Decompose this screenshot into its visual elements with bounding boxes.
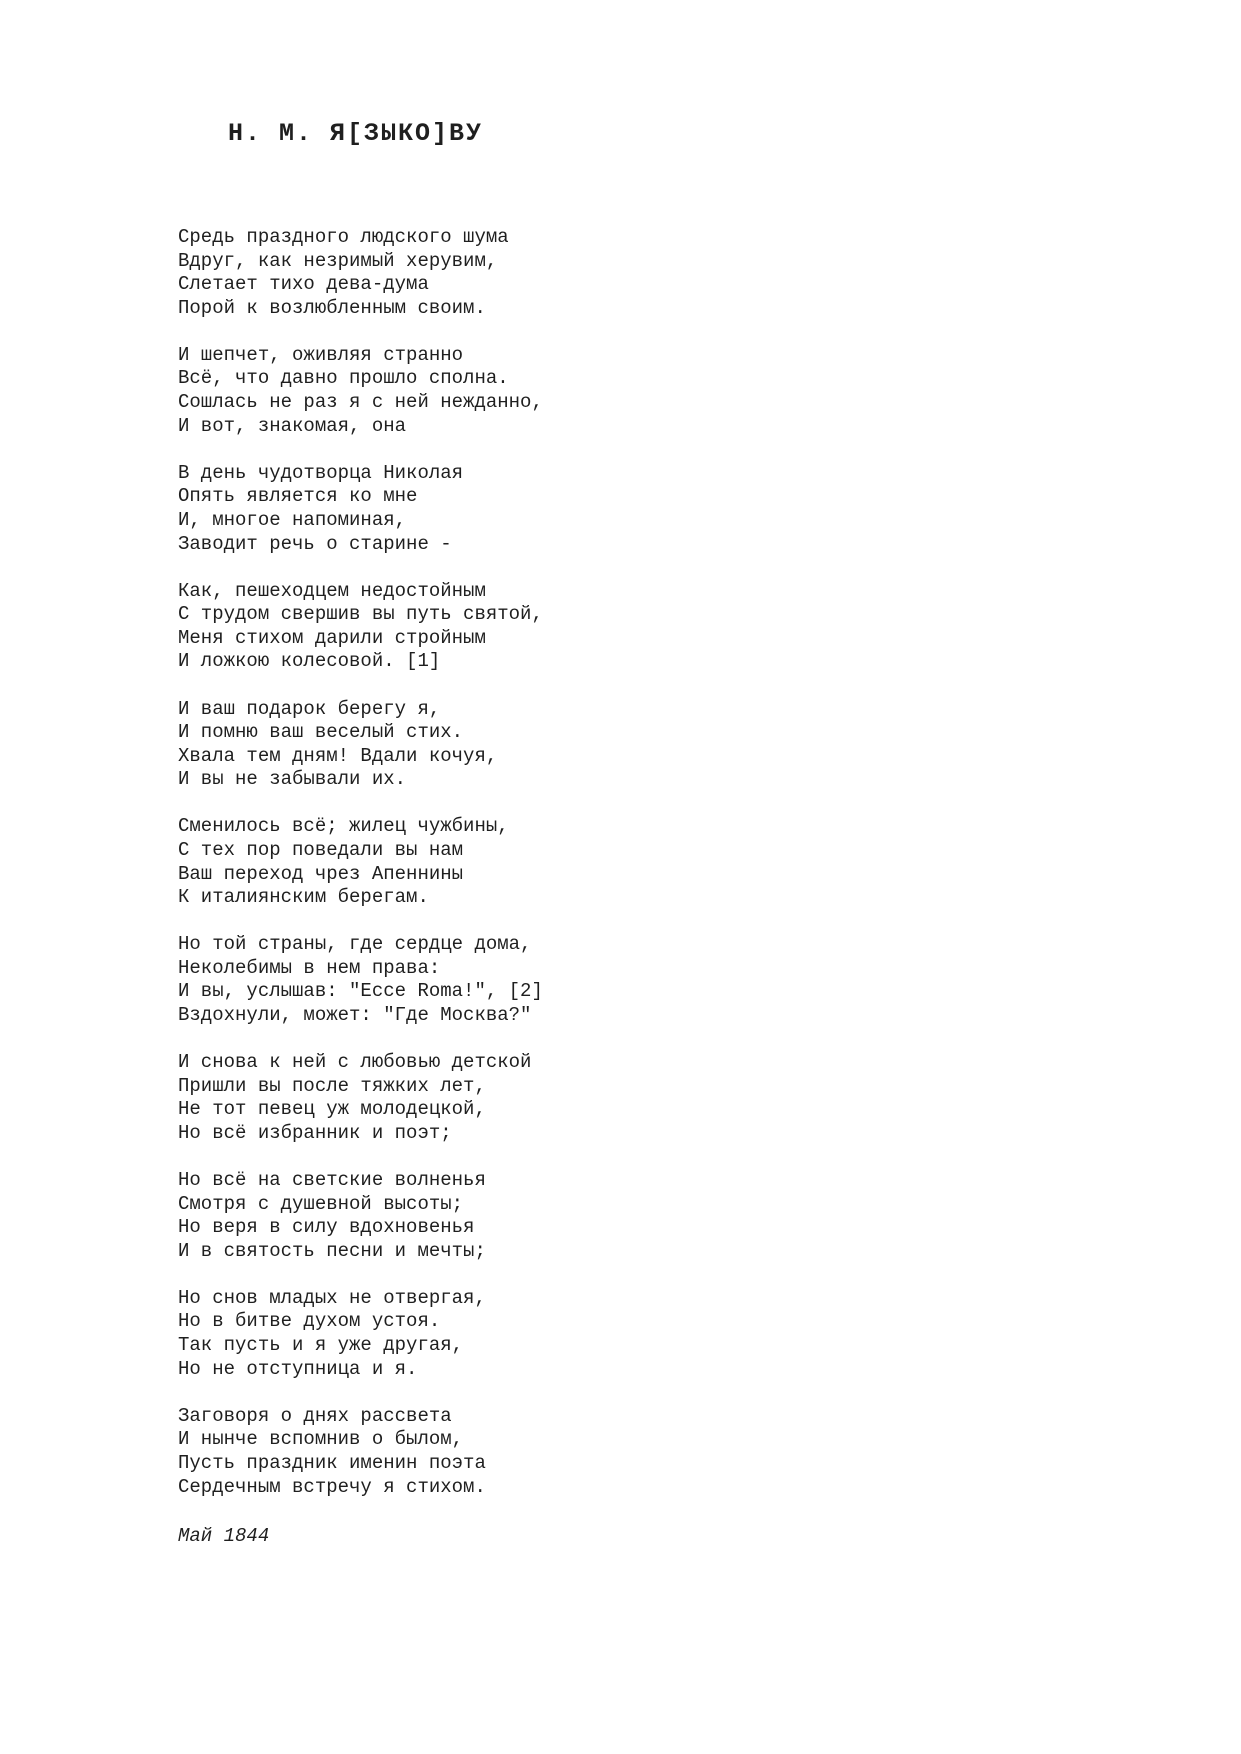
stanza: [178, 698, 1078, 792]
poem-line: Но не отступница и я.: [178, 1357, 418, 1380]
poem-line: Опять является ко мне: [178, 485, 418, 508]
poem-line: И вы не забывали их.: [178, 768, 407, 791]
poem-line: Вздохнули, может: "Где Москва?": [178, 1004, 532, 1027]
poem-line: Сменилось всё; жилец чужбины,: [178, 815, 509, 838]
poem-line: Так пусть и я уже другая,: [178, 1334, 464, 1357]
poem-line: Ваш переход чрез Апеннины: [178, 862, 464, 885]
poem-line: И ваш подарок берегу я,: [178, 697, 441, 720]
poem-line: И в святость песни и мечты;: [178, 1239, 486, 1262]
poem-line: Меня стихом дарили стройным: [178, 626, 486, 649]
poem-line: Но в битве духом устоя.: [178, 1310, 441, 1333]
poem-line: Заговоря о днях рассвета: [178, 1404, 452, 1427]
stanza: [178, 933, 1078, 1027]
stanza: [178, 1169, 1078, 1263]
poem-line: Порой к возлюбленным своим.: [178, 296, 486, 319]
poem-title: Н. М. Я[ЗЫКО]ВУ: [228, 119, 484, 148]
poem-line: Сердечным встречу я стихом.: [178, 1475, 486, 1498]
stanza: [178, 462, 1078, 556]
poem-line: Но всё избранник и поэт;: [178, 1121, 452, 1144]
poem-line: И шепчет, оживляя странно: [178, 343, 464, 366]
poem-line: Пришли вы после тяжких лет,: [178, 1074, 486, 1097]
poem-line: Не тот певец уж молодецкой,: [178, 1098, 486, 1121]
stanza: [178, 1287, 1078, 1381]
poem-line: Но веря в силу вдохновенья: [178, 1216, 475, 1239]
poem-line: И вот, знакомая, она: [178, 414, 407, 437]
poem-line: И ложкою колесовой. [1]: [178, 650, 441, 673]
poem-line: Заводит речь о старине -: [178, 532, 452, 555]
poem-line: Слетает тихо дева-дума: [178, 273, 429, 296]
poem-line: Сошлась не раз я с ней нежданно,: [178, 391, 543, 414]
stanza: [178, 815, 1078, 909]
poem-line: Смотря с душевной высоты;: [178, 1192, 464, 1215]
poem-line: С тех пор поведали вы нам: [178, 838, 464, 861]
stanza: [178, 580, 1078, 674]
poem-line: В день чудотворца Николая: [178, 461, 464, 484]
poem-line: И помню ваш веселый стих.: [178, 721, 464, 744]
poem-line: Неколебимы в нем права:: [178, 956, 441, 979]
poem-line: И снова к ней с любовью детской: [178, 1051, 532, 1074]
poem-line: С трудом свершив вы путь святой,: [178, 603, 543, 626]
stanza: [178, 226, 1078, 320]
poem-body: [178, 226, 1078, 1523]
poem-line: Как, пешеходцем недостойным: [178, 579, 486, 602]
poem-line: И нынче вспомнив о былом,: [178, 1428, 464, 1451]
stanza: [178, 1051, 1078, 1145]
poem-line: Но той страны, где сердце дома,: [178, 933, 532, 956]
poem-line: К италиянским берегам.: [178, 886, 429, 909]
stanza: [178, 344, 1078, 438]
poem-line: Вдруг, как незримый херувим,: [178, 249, 498, 272]
poem-date: Май 1844: [178, 1525, 270, 1547]
poem-line: Хвала тем дням! Вдали кочуя,: [178, 744, 498, 767]
poem-line: Средь праздного людского шума: [178, 226, 509, 248]
poem-line: Всё, что давно прошло сполна.: [178, 367, 509, 390]
poem-line: Пусть праздник именин поэта: [178, 1451, 486, 1474]
poem-line: Но всё на светские волненья: [178, 1169, 486, 1191]
poem-line: И, многое напоминая,: [178, 508, 407, 531]
poem-line: Но снов младых не отвергая,: [178, 1286, 486, 1309]
stanza: [178, 1405, 1078, 1499]
poem-line: И вы, услышав: "Ecce Roma!", [2]: [178, 980, 543, 1003]
